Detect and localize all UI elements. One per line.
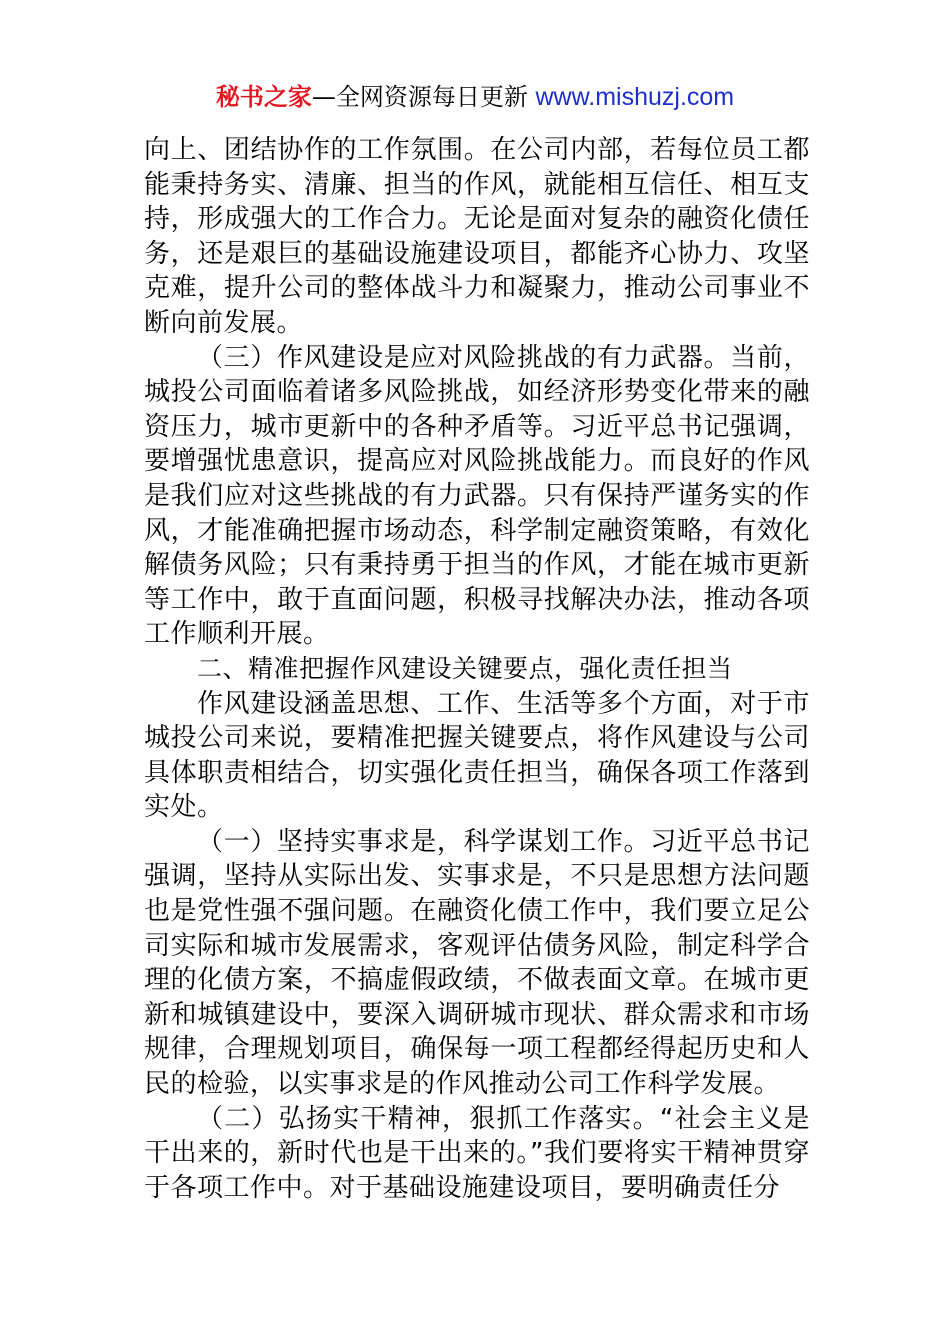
paragraph-section-intro: 作风建设涵盖思想、工作、生活等多个方面，对于市城投公司来说，要精准把握关键要点，将作风建设与公司具体职责相结合，切实强化责任担当，确保各项工作落到实处。 — [144, 688, 810, 823]
paragraph-subsection-two: （二）弘扬实干精神，狠抓工作落实。“社会主义是干出来的，新时代也是干出来的。”我们要将实干精神贯穿于各项工作中。对于基础设施建设项目，要明确责任分 — [144, 1103, 810, 1203]
section-heading-two: 二、精准把握作风建设关键要点，强化责任担当 — [197, 653, 733, 683]
site-tagline: —全网资源每日更新 — [311, 83, 536, 111]
paragraph-section-three: （三）作风建设是应对风险挑战的有力武器。当前，城投公司面临着诸多风险挑战，如经济形势变化带来的融资压力，城市更新中的各种矛盾等。习近平总书记强调，要增强忧患意识，提高应对风险挑战能力。而良好的作风是我们应对这些挑战的有力武器。只有保持严谨务实的作风，才能准确把握市场动态，科学制定融资策略，有效化解债务风险；只有秉持勇于担当的作风，才能在城市更新等工作中，敢于直面问题，积极寻找解决办法，推动各项工作顺利开展。 — [144, 342, 810, 650]
paragraph-subsection-one: （一）坚持实事求是，科学谋划工作。习近平总书记强调，坚持从实际出发、实事求是，不只是思想方法问题也是党性强不强问题。在融资化债工作中，我们要立足公司实际和城市发展需求，客观评估债务风险，制定科学合理的化债方案，不搞虚假政绩，不做表面文章。在城市更新和城镇建设中，要深入调研城市现状、群众需求和市场规律，合理规划项目，确保每一项工程都经得起历史和人民的检验，以实事求是的作风推动公司工作科学发展。 — [144, 826, 810, 1100]
paragraph-continuation: 向上、团结协作的工作氛围。在公司内部，若每位员工都能秉持务实、清廉、担当的作风，就能相互信任、相互支持，形成强大的工作合力。无论是面对复杂的融资化债任务，还是艰巨的基础设施建设项目，都能齐心协力、攻坚克难，提升公司的整体战斗力和凝聚力，推动公司事业不断向前发展。 — [144, 135, 810, 338]
site-name: 秘书之家 — [215, 83, 312, 111]
document-body — [144, 133, 810, 1205]
page-header — [0, 80, 950, 114]
site-url-link[interactable]: www.mishuzj.com — [535, 83, 735, 111]
